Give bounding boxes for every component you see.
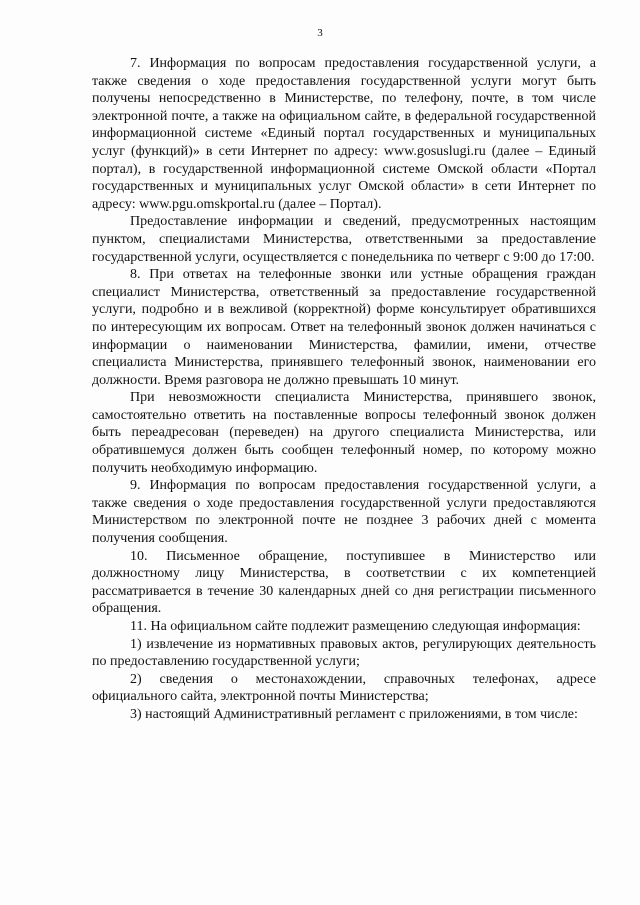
paragraph-9: 9. Информация по вопросам предоставления государственной услуги, а также сведения о ходе предоставления государственной услуги предоставляются Министерством по электронной почте не позднее 3 рабочих дней с момента получения сообщения. (92, 478, 596, 547)
page-number: 3 (317, 27, 323, 39)
list-item-3: 3) настоящий Административный регламент с приложениями, в том числе: (130, 706, 578, 722)
paragraph-7-hours: Предоставление информации и сведений, предусмотренных настоящим пунктом, специалистами Министерства, ответственными за предоставление государственной услуги, осуществляется с понедельника по четверг с 9:00 до 17:00. (92, 214, 596, 265)
paragraph-8: 8. При ответах на телефонные звонки или устные обращения граждан специалист Министерства, ответственный за предоставление государственной услуги, подробно и в вежливой (корректной) форме консультирует обратившихся по интересующим их вопросам. Ответ на телефонный звонок должен начинаться с информации о наименовании Министерства, фамилии, имени, отчестве специалиста Министерства, принявшего телефонный звонок, наименовании его должности. Время разговора не должно превышать 10 минут. (92, 267, 596, 388)
list-item-2: 2) сведения о местонахождении, справочных телефонах, адресе официального сайта, электронной почты Министерства; (92, 671, 596, 705)
paragraph-7: 7. Информация по вопросам предоставления государственной услуги, а также сведения о ходе предоставления государственной услуги могут быть получены непосредственно в Министерстве, по телефону, почте, в том числе электронной почте, а также на официальном сайте, в федеральной государственной информационной системе «Единый портал государственных и муниципальных услуг (функций)» в сети Интернет по адресу: www.gosuslugi.ru (далее – Единый портал), в государственной информационной системе Омской области «Портал государственных и муниципальных услуг Омской области» в сети Интернет по адресу: www.pgu.omskportal.ru (далее – Портал). (92, 56, 596, 212)
paragraph-11: 11. На официальном сайте подлежит размещению следующая информация: (130, 619, 581, 634)
paragraph-8-redirect: При невозможности специалиста Министерства, принявшего звонок, самостоятельно ответить на поставленные вопросы телефонный звонок должен быть переадресован (переведен) на другого специалиста Министерства, или обратившемуся должен быть сообщен телефонный номер, по которому можно получить необходимую информацию. (92, 390, 596, 476)
list-item-1: 1) извлечение из нормативных правовых актов, регулирующих деятельность по предоставлению государственной услуги; (92, 636, 596, 670)
document-body (92, 55, 596, 724)
paragraph-10: 10. Письменное обращение, поступившее в Министерство или должностному лицу Министерства, в соответствии с их компетенцией рассматривается в течение 30 календарных дней со дня регистрации письменного обращения. (92, 548, 596, 617)
